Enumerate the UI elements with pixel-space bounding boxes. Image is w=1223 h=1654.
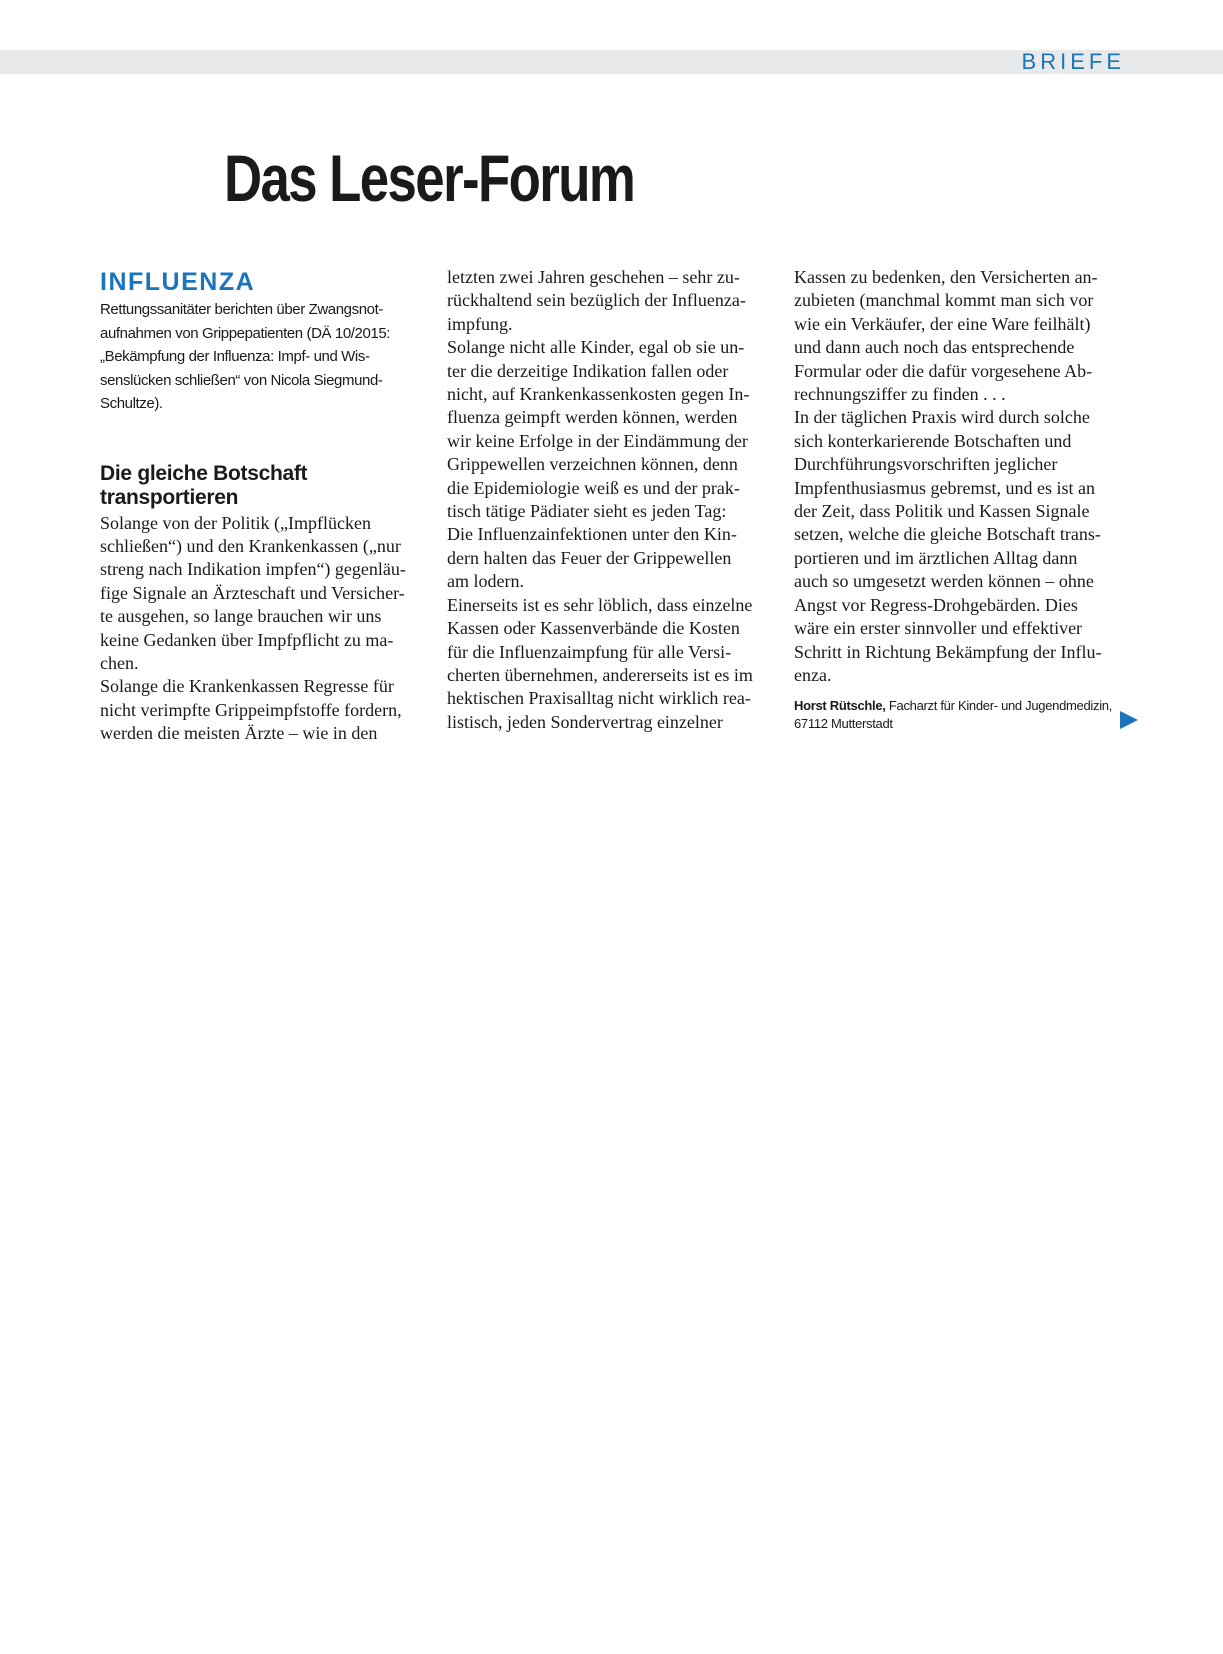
body-line: letzten zwei Jahren geschehen – sehr zu- [447, 267, 740, 287]
body-line: Durchführungsvorschriften jeglicher [794, 454, 1058, 475]
author-location: 67112 Mutterstadt [794, 716, 893, 732]
body-line: Solange von der Politik („Impflücken [100, 512, 371, 533]
body-line: Solange die Krankenkassen Regresse für [100, 676, 394, 697]
body-line: für die Influenzaimpfung für alle Versi- [447, 641, 732, 662]
body-line: streng nach Indikation impfen“) gegenläu- [100, 559, 406, 580]
signature-line-1 [794, 697, 1124, 715]
reference-line: senslücken schließen“ von Nicola Siegmund- [100, 371, 383, 389]
reference-line: „Bekämpfung der Influenza: Impf- und Wis- [100, 348, 370, 365]
body-line: keine Gedanken über Impfpflicht zu ma- [100, 629, 394, 650]
body-line: dern halten das Feuer der Grippewellen [447, 547, 732, 568]
article-reference [100, 298, 440, 416]
body-line: nicht, auf Krankenkassenkosten gegen In- [447, 384, 750, 405]
body-line: Kassen zu bedenken, den Versicherten an- [794, 267, 1098, 287]
body-line: rückhaltend sein bezüglich der Influenza- [447, 290, 746, 311]
body-line: Kassen oder Kassenverbände die Kosten [447, 618, 740, 639]
body-line: portieren und im ärztlichen Alltag dann [794, 547, 1078, 568]
letter-body-column-2 [447, 266, 777, 734]
body-line: die Epidemiologie weiß es und der prak- [447, 477, 740, 498]
body-line: chen. [100, 652, 139, 673]
body-line: Impfenthusiasmus gebremst, und es ist an [794, 477, 1095, 498]
letter-title-line: Die gleiche Botschaft [100, 461, 308, 485]
column-2 [447, 266, 777, 734]
body-line: fluenza geimpft werden können, werden [447, 407, 738, 428]
body-line: wäre ein erster sinnvoller und effektiver [794, 618, 1083, 639]
section-label: BRIEFE [1021, 49, 1125, 74]
topic-heading: INFLUENZA [100, 268, 256, 296]
reference-line: Rettungssanitäter berichten über Zwangsnot- [100, 301, 383, 318]
letter-title-line: transportieren [100, 485, 239, 509]
author-title: Facharzt für Kinder- und Jugendmedizin, [885, 698, 1113, 714]
body-line: und dann auch noch das entsprechende [794, 337, 1075, 358]
page-title: Das Leser-Forum [224, 141, 635, 215]
letter-body-column-1 [100, 512, 430, 746]
body-line: nicht verimpfte Grippeimpfstoffe fordern, [100, 699, 402, 720]
body-line: wie ein Verkäufer, der eine Ware feilhält) [794, 313, 1091, 334]
body-line: sich konterkarierende Botschaften und [794, 430, 1072, 451]
body-line: wir keine Erfolge in der Eindämmung der [447, 430, 748, 451]
body-line: Einerseits ist es sehr löblich, dass einzelne [447, 594, 753, 615]
body-line: hektischen Praxisalltag nicht wirklich rea- [447, 688, 751, 709]
body-line: setzen, welche die gleiche Botschaft trans- [794, 524, 1101, 545]
body-line: enza. [794, 664, 832, 685]
body-line: fige Signale an Ärzteschaft und Versicher- [100, 582, 405, 603]
body-line: ter die derzeitige Indikation fallen oder [447, 360, 729, 381]
reference-line: aufnahmen von Grippepatienten (DÄ 10/2015: [100, 324, 391, 342]
continue-triangle-right-icon [1120, 711, 1138, 729]
body-line: impfung. [447, 313, 513, 334]
author-name: Horst Rütschle, [794, 698, 886, 714]
letter-signature [794, 697, 1124, 733]
reference-line: Schultze). [100, 395, 163, 412]
letter-body-column-3 [794, 266, 1124, 687]
body-line: Schritt in Richtung Bekämpfung der Influ- [794, 641, 1102, 662]
body-line: Grippewellen verzeichnen können, denn [447, 454, 738, 475]
column-3 [794, 266, 1124, 733]
body-line: te ausgehen, so lange brauchen wir uns [100, 606, 382, 627]
body-line: cherten übernehmen, andererseits ist es im [447, 664, 753, 685]
body-line: schließen“) und den Krankenkassen („nur [100, 535, 401, 556]
body-line: der Zeit, dass Politik und Kassen Signale [794, 501, 1090, 522]
body-line: Die Influenzainfektionen unter den Kin- [447, 524, 737, 545]
body-line: auch so umgesetzt werden können – ohne [794, 571, 1094, 592]
body-line: Formular oder die dafür vorgesehene Ab- [794, 360, 1093, 381]
body-line: tisch tätige Pädiater sieht es jeden Tag: [447, 501, 727, 522]
body-line: In der täglichen Praxis wird durch solche [794, 407, 1090, 428]
body-line: zubieten (manchmal kommt man sich vor [794, 290, 1094, 311]
body-line: am lodern. [447, 571, 524, 592]
body-line: werden die meisten Ärzte – wie in den [100, 723, 378, 744]
column-1 [100, 266, 430, 746]
body-line: rechnungsziffer zu finden . . . [794, 384, 1006, 405]
body-line: Angst vor Regress-Drohgebärden. Dies [794, 594, 1078, 615]
body-line: listisch, jeden Sondervertrag einzelner [447, 711, 723, 732]
letter-title [100, 462, 430, 510]
body-line: Solange nicht alle Kinder, egal ob sie un- [447, 337, 745, 358]
